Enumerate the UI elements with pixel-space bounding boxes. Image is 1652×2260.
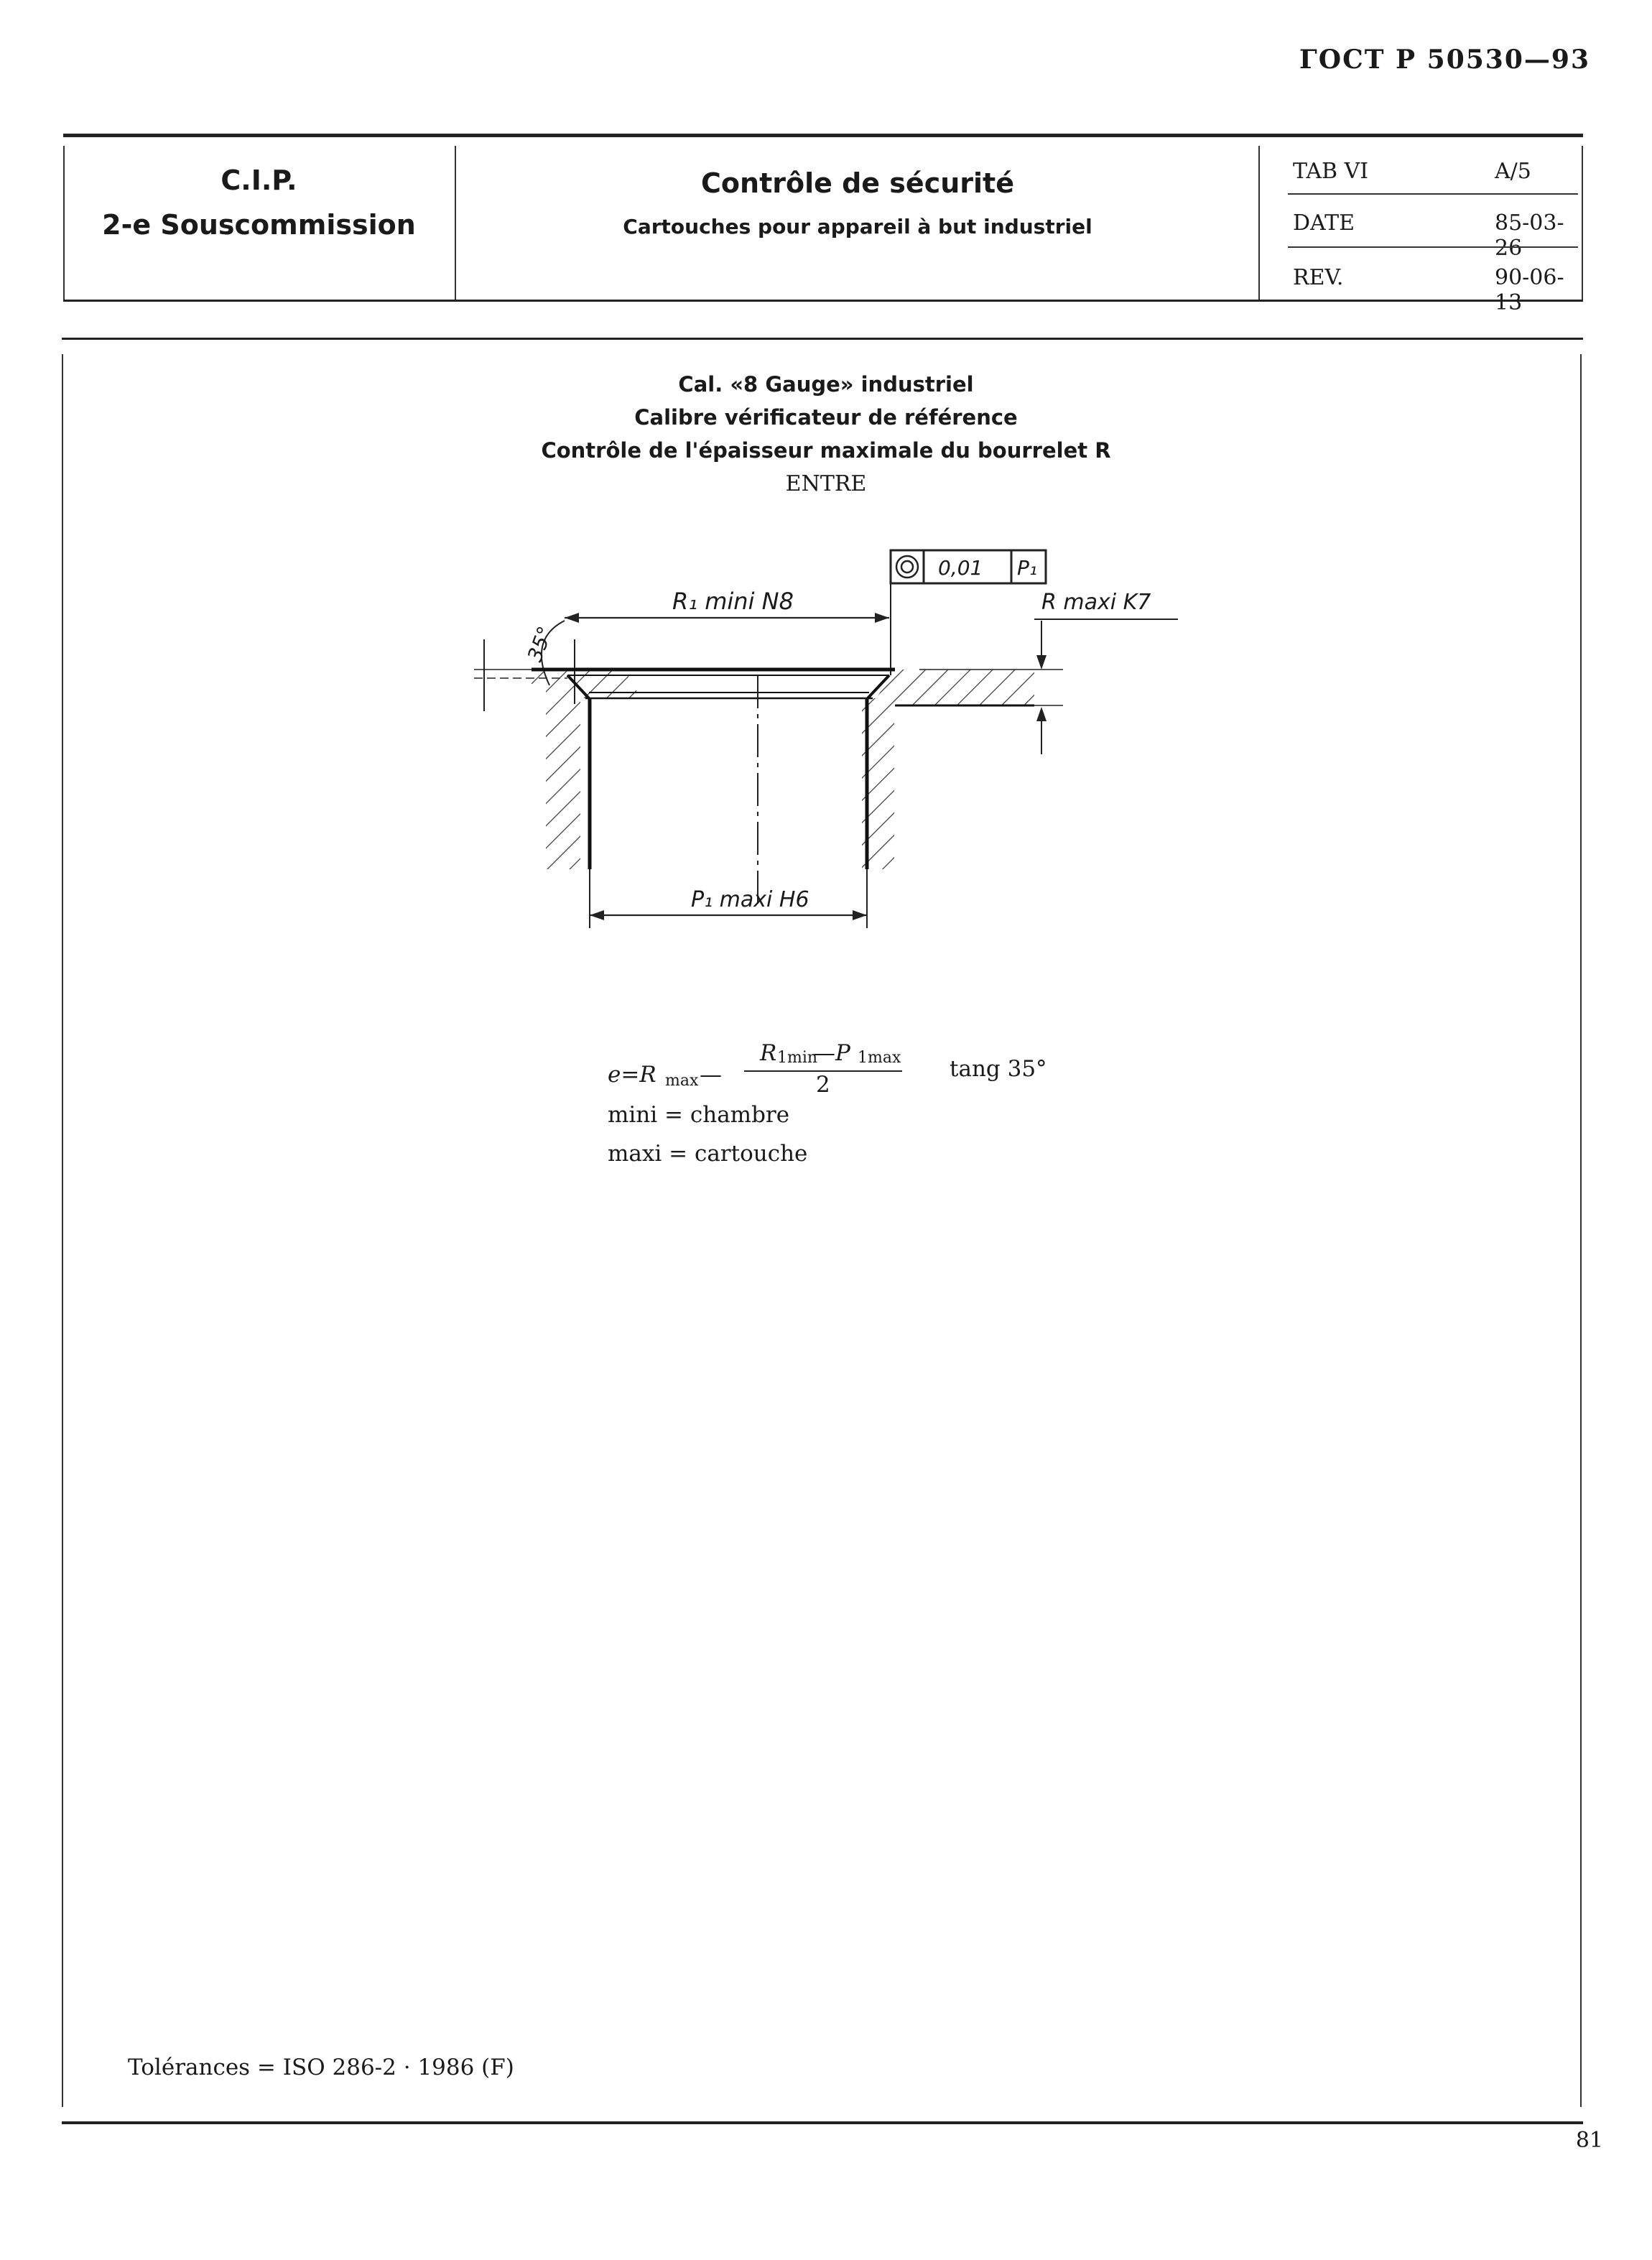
formula-num-r-sub: 1min — [777, 1049, 818, 1067]
dimension-p1-maxi — [590, 869, 867, 928]
header-title: Contrôle de sécurité — [701, 167, 1014, 199]
formula-lhs-sub: max — [665, 1072, 699, 1090]
formula-lhs: e=R — [608, 1062, 656, 1088]
sheet-title-1: Cal. «8 Gauge» industriel — [678, 372, 974, 397]
meta-row-tab — [1261, 150, 1577, 193]
formula-num-r: R — [760, 1040, 777, 1066]
tolerances-note: Tolérances = ISO 286-2 · 1986 (F) — [128, 2055, 514, 2080]
formula-den: 2 — [816, 1072, 830, 1098]
sheet-title-3: Contrôle de l'épaisseur maximale du bourrelet R — [541, 438, 1111, 463]
note-maxi: maxi = cartouche — [608, 1141, 808, 1167]
formula-minus: — — [700, 1062, 722, 1088]
gauge-body — [532, 670, 1034, 905]
org-name: C.I.P. — [221, 165, 297, 196]
sheet-title-2: Calibre vérificateur de référence — [634, 405, 1018, 430]
tolerance-datum: P₁ — [1017, 556, 1038, 580]
label-p1-maxi: P₁ maxi H6 — [691, 887, 809, 912]
sheet-title-4: ENTRE — [785, 471, 867, 496]
meta-value: A/5 — [1495, 159, 1531, 184]
tolerance-value: 0,01 — [938, 556, 983, 580]
meta-key: TAB VI — [1293, 159, 1369, 184]
header-subtitle: Cartouches pour appareil à but industriel — [623, 215, 1092, 238]
note-mini: mini = chambre — [608, 1102, 790, 1128]
meta-value: 85-03-26 — [1495, 210, 1564, 261]
formula-tail: tang 35° — [950, 1056, 1047, 1082]
gauge-drawing — [460, 532, 1207, 941]
label-angle: 35° — [522, 623, 557, 665]
label-r1-mini: R₁ mini N8 — [672, 588, 794, 615]
tolerance-frame — [891, 550, 1046, 675]
concentricity-icon — [896, 556, 918, 578]
formula-num-p: —P — [813, 1040, 850, 1066]
header-block — [63, 134, 1583, 315]
subcommission: 2-e Souscommission — [102, 209, 416, 241]
label-r-maxi: R maxi K7 — [1041, 590, 1151, 615]
meta-row-date — [1261, 202, 1577, 261]
standard-number: ГОСТ Р 50530—93 — [1299, 45, 1590, 75]
dimension-r1-mini — [565, 588, 889, 623]
meta-row-rev — [1261, 256, 1577, 315]
formula-num-p-sub: 1max — [858, 1049, 901, 1067]
meta-key: DATE — [1293, 210, 1355, 236]
meta-key: REV. — [1293, 265, 1344, 290]
page-number: 81 — [1575, 2128, 1603, 2153]
formula — [608, 1040, 1067, 1098]
meta-value: 90-06-13 — [1495, 265, 1564, 315]
